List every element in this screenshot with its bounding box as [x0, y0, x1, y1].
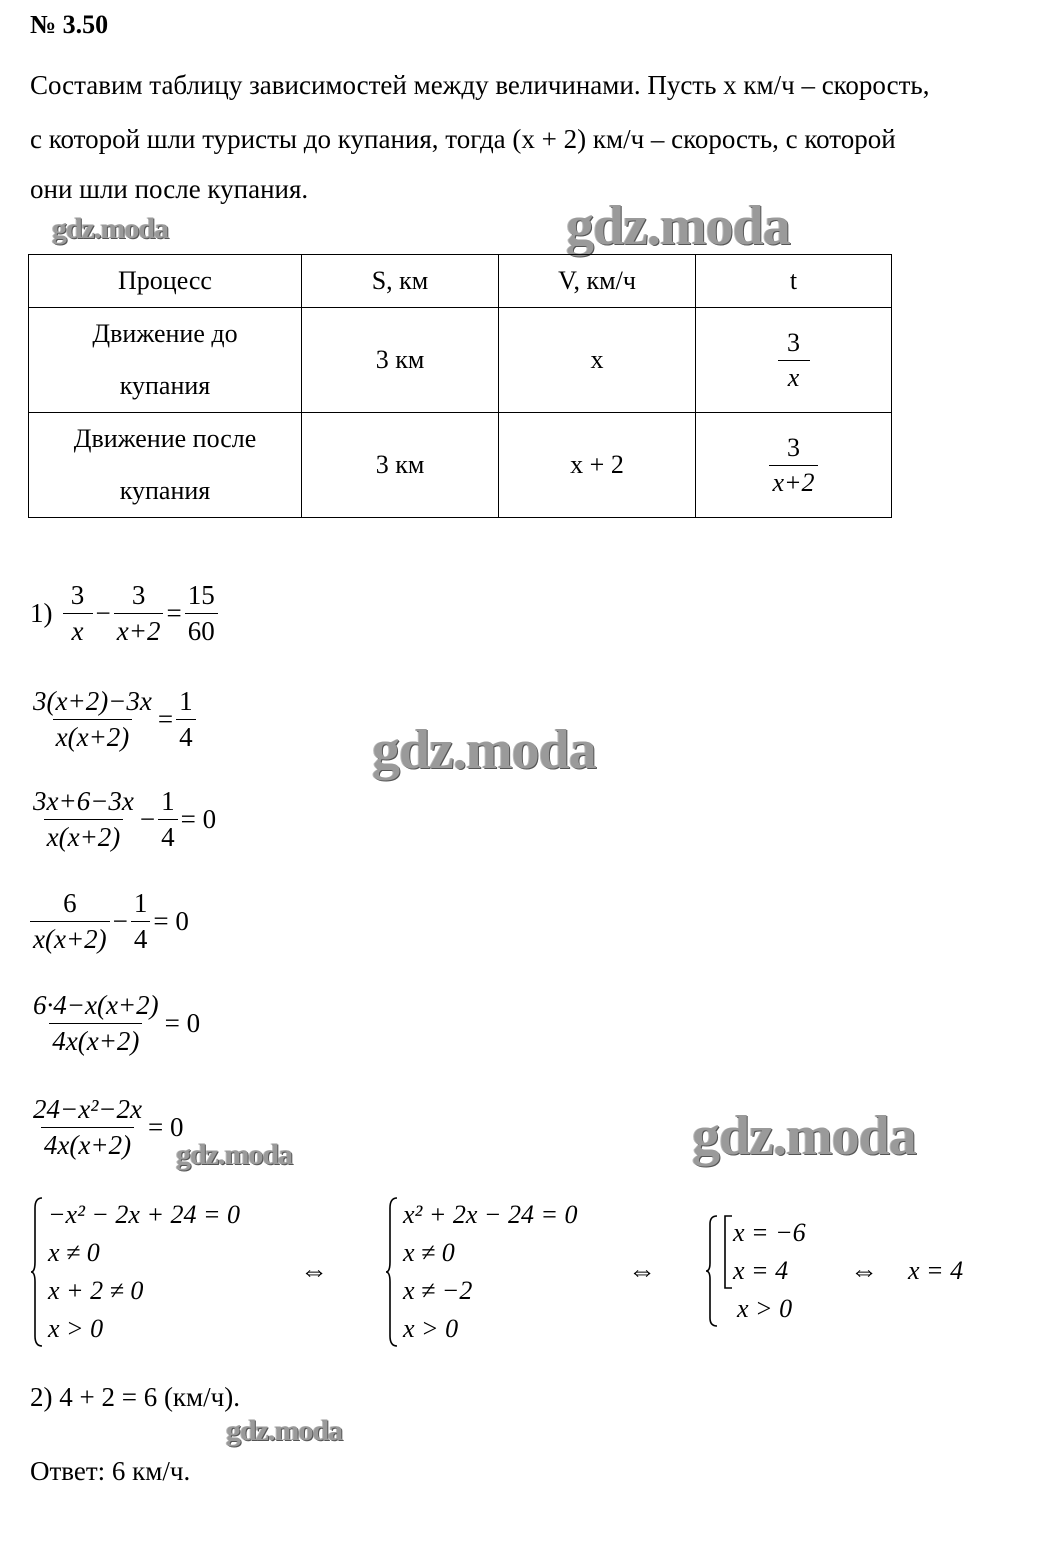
denominator: 4 [131, 921, 151, 955]
numerator: 6 [63, 888, 77, 918]
fraction [185, 580, 218, 647]
equation-step-6 [30, 1094, 187, 1161]
cell-distance: 3 км [302, 413, 499, 518]
final-root: x = 4 [908, 1256, 964, 1285]
numerator: 1 [133, 888, 148, 918]
operator: = [157, 704, 174, 735]
watermark: gdz.moda [176, 1138, 293, 1171]
system-line: x ≠ 0 [48, 1238, 100, 1267]
cell-time [696, 308, 892, 413]
root-line: x = 4 [733, 1256, 789, 1285]
fraction [30, 888, 110, 955]
header-process: Процесс [29, 255, 302, 308]
fraction [114, 580, 164, 647]
cell-text: Движение до [92, 319, 238, 348]
equation-step-5 [30, 990, 203, 1057]
table-row [29, 308, 892, 413]
system-line: x² + 2x − 24 = 0 [403, 1200, 578, 1229]
table-header-row [29, 255, 892, 308]
denominator: 4x(x+2) [41, 1127, 134, 1161]
square-bracket-icon [723, 1214, 733, 1290]
roots-group [723, 1214, 806, 1290]
operator: = [166, 598, 182, 629]
numerator: 3 [70, 580, 85, 610]
equals-zero: = 0 [148, 1112, 184, 1143]
equivalence-icon: ⇔ [850, 1256, 878, 1287]
numerator: 24−x²−2x [33, 1094, 143, 1124]
fraction [30, 1094, 145, 1161]
numerator: 3 [131, 580, 146, 610]
system-1 [30, 1196, 240, 1348]
equals-zero: = 0 [180, 804, 217, 835]
denominator: 60 [185, 613, 218, 647]
denominator: 4 [176, 719, 196, 753]
denominator: 4 [158, 819, 178, 853]
root-line: x = −6 [733, 1218, 806, 1247]
watermark: gdz.moda [692, 1105, 916, 1167]
equals-zero: = 0 [164, 1008, 201, 1039]
equation-step-1 [30, 580, 218, 647]
cell-time [696, 413, 892, 518]
table-row [29, 413, 892, 518]
numerator: 1 [179, 686, 193, 716]
fraction [30, 786, 137, 853]
fraction [176, 686, 196, 753]
denominator: x [778, 360, 810, 393]
fraction [30, 990, 162, 1057]
denominator: x(x+2) [30, 921, 110, 955]
system-line: x + 2 ≠ 0 [48, 1276, 144, 1305]
header-speed: V, км/ч [499, 255, 696, 308]
fraction [63, 580, 93, 647]
denominator: x+2 [114, 613, 164, 647]
fraction [158, 786, 178, 853]
curly-brace-icon [30, 1196, 44, 1348]
intro-line-1: Составим таблицу зависимостей между величинами. Пусть х км/ч – скорость, [30, 70, 930, 100]
denominator: x [63, 613, 93, 647]
fraction [769, 433, 817, 498]
curly-brace-icon [385, 1196, 399, 1348]
operator: − [139, 804, 156, 835]
cell-text: Движение после [73, 424, 257, 453]
equivalence-icon: ⇔ [628, 1256, 656, 1287]
system-3 [705, 1214, 806, 1328]
numerator: 1 [161, 786, 175, 816]
intro-line-3: они шли после купания. [30, 174, 309, 204]
curly-brace-icon [705, 1214, 719, 1328]
numerator: 3x+6−3x [33, 786, 134, 816]
numerator: 3 [787, 327, 800, 357]
system-line: x > 0 [737, 1294, 793, 1323]
cell-distance: 3 км [302, 308, 499, 413]
system-line: x ≠ 0 [403, 1238, 455, 1267]
cell-process [29, 413, 302, 518]
numerator: 3 [787, 432, 800, 462]
denominator: x(x+2) [53, 719, 133, 753]
step-2-text: 2) 4 + 2 = 6 (км/ч). [30, 1382, 240, 1412]
system-line: x ≠ −2 [403, 1276, 473, 1305]
problem-number: № 3.50 [30, 10, 109, 39]
equivalence-icon: ⇔ [300, 1256, 328, 1287]
numerator: 15 [187, 580, 215, 610]
dependency-table [28, 254, 892, 518]
equation-step-3 [30, 786, 219, 853]
operator: − [95, 598, 111, 629]
denominator: 4x(x+2) [49, 1023, 142, 1057]
numerator: 6·4−x(x+2) [33, 990, 159, 1020]
answer-text: Ответ: 6 км/ч. [30, 1456, 191, 1486]
roots [733, 1214, 806, 1285]
fraction [778, 328, 810, 393]
denominator: x+2 [769, 465, 817, 498]
operator: − [112, 906, 128, 937]
header-distance: S, км [302, 255, 499, 308]
system-lines [403, 1196, 578, 1348]
equation-step-2 [30, 686, 196, 753]
watermark: gdz.moda [566, 195, 790, 257]
numerator: 3(x+2)−3x [33, 686, 152, 716]
equation-step-4 [30, 888, 192, 955]
cell-text: купания [119, 476, 211, 505]
system-line: −x² − 2x + 24 = 0 [48, 1200, 241, 1229]
watermark: gdz.moda [52, 212, 169, 245]
system-2 [385, 1196, 578, 1348]
step-label: 1) [30, 598, 53, 629]
system-line: x > 0 [403, 1314, 459, 1343]
watermark: gdz.moda [372, 719, 596, 781]
cell-speed: х [499, 308, 696, 413]
cell-speed: х + 2 [499, 413, 696, 518]
watermark: gdz.moda [226, 1414, 343, 1447]
equals-zero: = 0 [153, 906, 189, 937]
cell-process [29, 308, 302, 413]
cell-text: купания [119, 371, 211, 400]
intro-line-2: с которой шли туристы до купания, тогда (х + 2) км/ч – скорость, с которой [30, 124, 896, 154]
system-lines [723, 1214, 806, 1328]
system-lines [48, 1196, 240, 1348]
header-time: t [696, 255, 892, 308]
denominator: x(x+2) [44, 819, 124, 853]
fraction [30, 686, 155, 753]
system-line: x > 0 [48, 1314, 104, 1343]
fraction [131, 888, 151, 955]
